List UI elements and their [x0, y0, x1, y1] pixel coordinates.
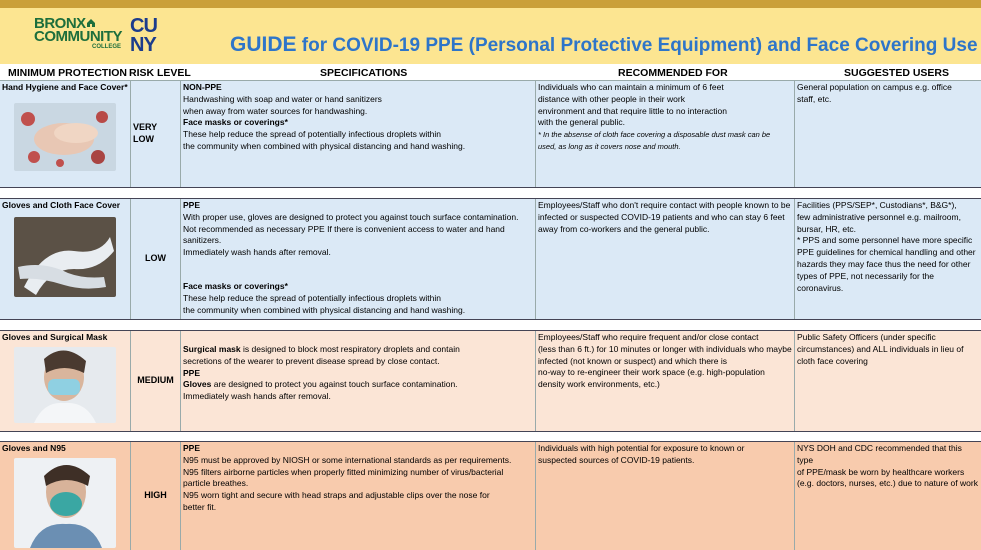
rec-note: used, as long as it covers nose and mouth.: [538, 141, 681, 151]
handwashing-photo: [14, 103, 116, 171]
protection-name: Gloves and N95: [2, 443, 66, 453]
title-rest: for COVID-19 PPE (Personal Protective Equipment) and Face Covering Use: [296, 35, 978, 56]
users-line: PPE guidelines for chemical handling and other: [797, 247, 976, 258]
rec-line: infected or suspected COVID-19 patients and who can stay 6 feet: [538, 211, 785, 222]
row-low: [0, 198, 981, 320]
rec-line: (less than 6 ft.) for 10 minutes or longer with individuals who maybe: [538, 343, 792, 354]
suggested-users-cell: [795, 199, 981, 319]
risk-level: LOW: [145, 253, 166, 264]
spec-line: Immediately wash hands after removal.: [183, 391, 331, 402]
surgical-mask-photo: [14, 347, 116, 423]
spec-line: PPE: [183, 443, 201, 453]
rec-line: distance with other people in their work: [538, 93, 685, 104]
protection-name: Gloves and Cloth Face Cover: [2, 200, 121, 210]
min-protection-cell: [0, 81, 131, 187]
suggested-users-cell: [795, 81, 981, 187]
spec-line: secretions of the wearer to prevent disease spread by close contact.: [183, 355, 440, 366]
suggested-users-cell: [795, 442, 981, 550]
row-medium: [0, 330, 981, 432]
recommended-for-cell: [536, 199, 795, 319]
risk-level-cell: [131, 199, 181, 319]
spec-line: Handwashing with soap and water or hand sanitizers: [183, 93, 382, 104]
spec-bold: Gloves: [183, 379, 212, 390]
rec-line: environment and that require little to no interaction: [538, 105, 728, 116]
spec-line: Face masks or coverings*: [183, 280, 288, 291]
users-line: cloth face covering: [797, 355, 868, 366]
row-very-low: [0, 80, 981, 188]
spec-line: the community when combined with physical distancing and hand washing.: [183, 140, 466, 151]
users-line: circumstances) and ALL individuals in lieu of: [797, 343, 964, 354]
specifications-cell: [181, 442, 536, 550]
spec-line: With proper use, gloves are designed to protect you against touch surface contamination.: [183, 211, 519, 222]
row-high: [0, 441, 981, 550]
specifications-cell: [181, 331, 536, 431]
risk-level-cell: [131, 442, 181, 550]
protection-name: Gloves and Surgical Mask: [2, 332, 108, 342]
col-header-suggested-users: SUGGESTED USERS: [844, 67, 950, 79]
bronx-community-college-cuny-logo: [34, 16, 164, 60]
risk-level: VERY LOW: [133, 122, 158, 144]
rec-line: no-way to re-engineer their work space (e.g. high-population: [538, 367, 765, 378]
risk-level: HIGH: [144, 490, 167, 501]
risk-level-cell: [131, 81, 181, 187]
top-accent-bar: [0, 0, 981, 8]
users-line: NYS DOH and CDC recommended that this type: [797, 443, 962, 465]
min-protection-cell: [0, 442, 131, 550]
spec-line: N95 filters airborne particles when properly fitted minimizing number of virus/bacterial: [183, 466, 504, 477]
logo-college-text: COLLEGE: [92, 44, 122, 50]
page-title: [230, 34, 978, 57]
rec-line: Individuals who can maintain a minimum of 6 feet: [538, 82, 724, 92]
min-protection-cell: [0, 199, 131, 319]
col-header-specifications: SPECIFICATIONS: [320, 67, 408, 79]
risk-level-cell: [131, 331, 181, 431]
users-line: types of PPE, not necessarily for the coronavirus.: [797, 270, 935, 293]
spec-line: N95 worn tight and secure with head straps and adjustable clips over the nose for: [183, 490, 490, 501]
spec-line: the community when combined with physical distancing and hand washing.: [183, 304, 466, 315]
users-line: Facilities (PPS/SEP*, Custodians*, B&G*),: [797, 200, 957, 210]
title-guide: GUIDE: [230, 33, 297, 56]
rec-line: suspected sources of COVID-19 patients.: [538, 454, 695, 465]
spec-line: [183, 379, 533, 391]
rec-line: Employees/Staff who don't require contact with people known to be: [538, 200, 791, 210]
users-line: bursar, HR, etc.: [797, 223, 857, 234]
logo-community-text: COMMUNITY: [34, 28, 122, 45]
recommended-for-cell: [536, 81, 795, 187]
users-line: * PPS and some personnel have more specific: [797, 235, 973, 246]
spec-line: These help reduce the spread of potentially infectious droplets within: [183, 129, 441, 140]
spec-line: PPE: [183, 367, 201, 378]
col-header-risk-level: RISK LEVEL: [129, 67, 191, 79]
rec-line: with the general public.: [538, 117, 625, 128]
rec-line: Employees/Staff who require frequent and/or close contact: [538, 332, 759, 342]
gloves-photo: [14, 217, 116, 297]
col-header-recommended-for: RECOMMENDED FOR: [618, 67, 728, 79]
specifications-cell: [181, 199, 536, 319]
users-line: Public Safety Officers (under specific: [797, 332, 936, 342]
spec-line: Immediately wash hands after removal.: [183, 247, 331, 258]
spec-line: Face masks or coverings*: [183, 117, 288, 128]
logo-cu-text: CU: [130, 15, 157, 37]
spec-text: are designed to protect you against touch surface contamination.: [211, 379, 458, 390]
spec-line: particle breathes.: [183, 478, 249, 489]
spec-line: N95 must be approved by NIOSH or some international standards as per requirements.: [183, 454, 512, 465]
spec-line: better fit.: [183, 501, 217, 512]
rec-line: away from co-workers and the general public.: [538, 223, 710, 234]
logo-ny-text: NY: [130, 34, 156, 56]
building-icon: [86, 18, 96, 28]
rec-note: * In the absense of cloth face covering a disposable dust mask can be: [538, 130, 771, 140]
users-line: staff, etc.: [797, 93, 832, 104]
rec-line: Individuals with high potential for exposure to known or: [538, 443, 745, 453]
rec-line: infected (not known or suspect) and which there is: [538, 355, 727, 366]
spec-line: Not recommended as necessary PPE If there is convenient access to water and hand sanitizers.: [183, 223, 505, 246]
recommended-for-cell: [536, 331, 795, 431]
logo-bronx-text: BRONX: [34, 15, 86, 32]
users-line: few administrative personnel e.g. mailroom,: [797, 211, 961, 222]
spec-bold: Surgical mask: [183, 344, 241, 354]
spec-line: when away from water sources for handwashing.: [183, 105, 368, 116]
risk-level: MEDIUM: [137, 375, 174, 386]
rec-line: density work environments, etc.): [538, 379, 660, 390]
users-line: General population on campus e.g. office: [797, 82, 952, 92]
suggested-users-cell: [795, 331, 981, 431]
spec-line: NON-PPE: [183, 82, 222, 92]
specifications-cell: [181, 81, 536, 187]
recommended-for-cell: [536, 442, 795, 550]
users-line: hazards they may face thus the need for other: [797, 258, 971, 269]
protection-name: Hand Hygiene and Face Cover*: [2, 82, 128, 92]
users-line: of PPE/mask be worn by healthcare workers: [797, 466, 965, 477]
spec-text: is designed to block most respiratory droplets and contain: [240, 344, 460, 354]
spec-line: [183, 344, 533, 356]
min-protection-cell: [0, 331, 131, 431]
spec-line: PPE: [183, 200, 201, 210]
spec-line: These help reduce the spread of potentially infectious droplets within: [183, 292, 441, 303]
n95-mask-photo: [14, 458, 116, 548]
users-line: (e.g. doctors, nurses, etc.) due to nature of work: [797, 478, 978, 489]
col-header-minimum-protection: MINIMUM PROTECTION: [8, 67, 127, 79]
